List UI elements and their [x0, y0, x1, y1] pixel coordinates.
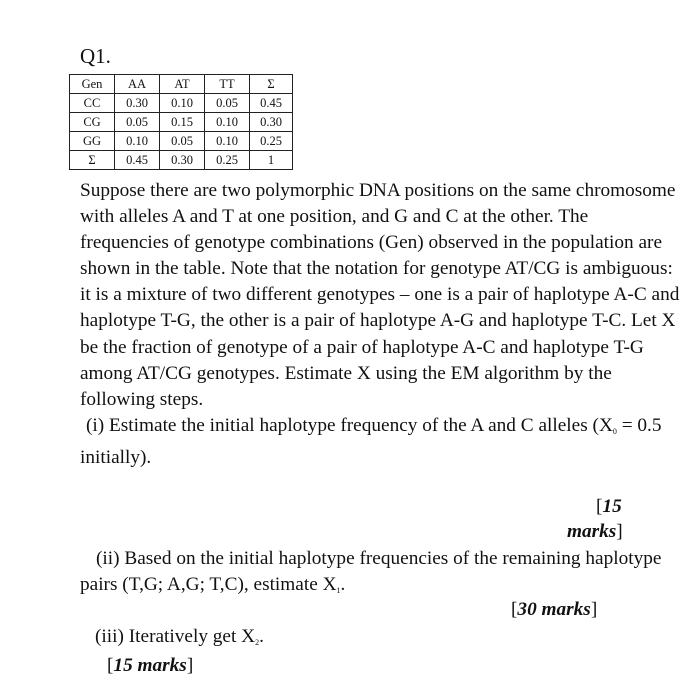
part-3-marks: [15 marks] — [107, 655, 194, 676]
part-1-marks-word: marks] — [567, 521, 623, 542]
part-2 — [80, 546, 680, 604]
table-header-cell: AT — [160, 75, 205, 94]
part-1-text-b: = 0.5 initially). — [80, 414, 662, 468]
table-header-cell: AA — [115, 75, 160, 94]
part-2-text-b: . — [340, 574, 346, 596]
table-cell: 0.10 — [205, 113, 250, 132]
genotype-frequency-table — [69, 74, 293, 170]
part-3-text-b: . — [259, 626, 264, 647]
problem-paragraph: Suppose there are two polymorphic DNA positions on the same chromosome with alleles A and T at one position, and G and C at the other. The frequencies of genotype combinations (Gen) observed in the population are shown in the table. Note that the notation for genotype AT/CG is ambiguous: it is a mixture of two different genotypes – one is a pair of haplotype A-C and haplotype T-G, the other is a pair of haplotype A-G and haplotype T-C. Let X be the fraction of genotype of a pair of haplotype A-C and haplotype T-G among AT/CG genotypes. Estimate X using the EM algorithm by the following steps. — [80, 180, 680, 410]
table-cell: 0.30 — [250, 113, 293, 132]
part-1-text — [80, 413, 680, 471]
part-1-subscript: 0 — [612, 426, 617, 436]
table-cell: GG — [70, 132, 115, 151]
table-cell: 0.25 — [205, 151, 250, 170]
table-cell: 0.30 — [115, 94, 160, 113]
part-2-text-a: (ii) Based on the initial haplotype frequencies of the remaining haplotype pairs (T,G; A,G; T,C), estimate X — [80, 548, 662, 596]
table-cell: CC — [70, 94, 115, 113]
part-1-marks-number: [15 — [596, 496, 622, 517]
table-cell: 0.05 — [205, 94, 250, 113]
table-header-cell: Σ — [250, 75, 293, 94]
problem-statement — [80, 178, 680, 471]
table-header-cell: TT — [205, 75, 250, 94]
table-cell: 0.15 — [160, 113, 205, 132]
table-cell: 0.10 — [205, 132, 250, 151]
table-row — [70, 94, 293, 113]
table-cell: Σ — [70, 151, 115, 170]
table-cell: 0.05 — [115, 113, 160, 132]
table-row — [70, 151, 293, 170]
table-cell: CG — [70, 113, 115, 132]
part-1-text-a: (i) Estimate the initial haplotype frequency of the A and C alleles (X — [86, 414, 613, 436]
part-2-subscript: 1 — [336, 586, 341, 596]
table-cell: 1 — [250, 151, 293, 170]
part-3-text — [95, 626, 264, 648]
table-cell: 0.30 — [160, 151, 205, 170]
part-2-marks: [30 marks] — [511, 599, 598, 620]
table-cell: 0.10 — [160, 94, 205, 113]
table-header-row — [70, 75, 293, 94]
table-row — [70, 132, 293, 151]
part-3-subscript: 2 — [255, 638, 260, 647]
part-2-text — [80, 546, 680, 604]
table-cell: 0.10 — [115, 132, 160, 151]
table-cell: 0.45 — [115, 151, 160, 170]
part-3-text-a: (iii) Iteratively get X — [95, 626, 256, 647]
question-label: Q1. — [80, 44, 111, 68]
table-row — [70, 113, 293, 132]
table-header-cell: Gen — [70, 75, 115, 94]
table-cell: 0.05 — [160, 132, 205, 151]
table-cell: 0.45 — [250, 94, 293, 113]
table-cell: 0.25 — [250, 132, 293, 151]
